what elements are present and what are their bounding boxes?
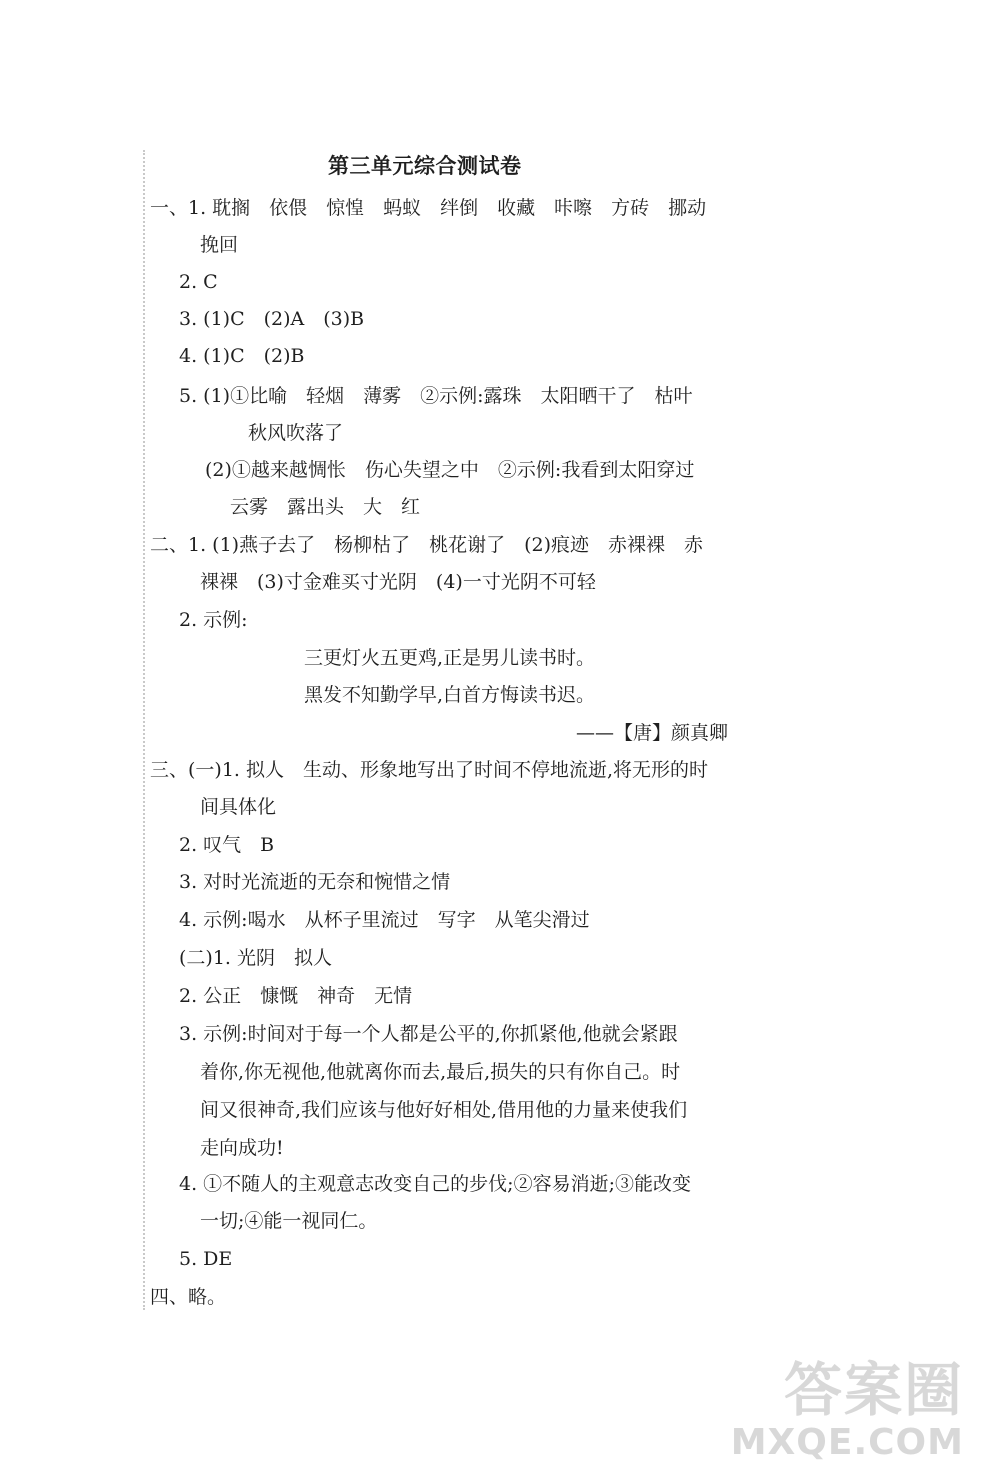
answer-line: 4. 示例:喝水 从杯子里流过 写字 从笔尖滑过 [179, 909, 590, 931]
answer-line: (2)①越来越惆怅 伤心失望之中 ②示例:我看到太阳穿过 [205, 459, 695, 481]
answer-line: 间又很神奇,我们应该与他好好相处,借用他的力量来使我们 [200, 1099, 688, 1121]
poem-line: 黑发不知勤学早,白首方悔读书迟。 [304, 684, 596, 706]
answer-line: 云雾 露出头 大 红 [230, 496, 421, 518]
margin-dotted-line [143, 150, 145, 1310]
answer-line: 3. 对时光流逝的无奈和惋惜之情 [179, 871, 451, 893]
answer-line: 3. 示例:时间对于每一个人都是公平的,你抓紧他,他就会紧跟 [179, 1023, 678, 1045]
answer-line: 裸裸 (3)寸金难买寸光阴 (4)一寸光阴不可轻 [200, 571, 596, 593]
answer-line: 挽回 [200, 234, 239, 256]
answer-line: 2. 公正 慷慨 神奇 无情 [179, 985, 413, 1007]
answer-line: 4. ①不随人的主观意志改变自己的步伐;②容易消逝;③能改变 [179, 1173, 691, 1195]
answer-line: (二)1. 光阴 拟人 [179, 947, 332, 969]
answer-line: 一切;④能一视同仁。 [200, 1210, 378, 1232]
poem-line: 三更灯火五更鸡,正是男儿读书时。 [304, 647, 596, 669]
answer-line: 4. (1)C (2)B [179, 345, 305, 367]
answer-line: 着你,你无视他,他就离你而去,最后,损失的只有你自己。时 [200, 1061, 681, 1083]
answer-line: 2. 叹气 B [179, 834, 275, 856]
page-title: 第三单元综合测试卷 [328, 153, 522, 178]
answer-line: 走向成功! [200, 1137, 284, 1159]
watermark-site-text: MXQE.COM [730, 1422, 964, 1463]
poem-author: ——【唐】颜真卿 [576, 722, 729, 744]
answer-line: 2. 示例: [179, 609, 248, 631]
answer-line: 5. DE [179, 1248, 233, 1270]
answer-line: 3. (1)C (2)A (3)B [179, 308, 365, 330]
site-watermark [664, 1343, 964, 1463]
answer-line: 间具体化 [200, 796, 277, 818]
answer-line: 三、(一)1. 拟人 生动、形象地写出了时间不停地流逝,将无形的时 [150, 759, 709, 781]
answer-line: 二、1. (1)燕子去了 杨柳枯了 桃花谢了 (2)痕迹 赤裸裸 赤 [150, 534, 703, 556]
answer-line: 秋风吹落了 [248, 422, 344, 444]
watermark-logo-text: 答案圈 [783, 1356, 964, 1424]
answer-line: 四、略。 [150, 1286, 227, 1308]
answer-line: 一、1. 耽搁 依偎 惊惶 蚂蚁 绊倒 收藏 咔嚓 方砖 挪动 [150, 197, 707, 219]
answer-line: 2. C [179, 271, 218, 293]
answer-line: 5. (1)①比喻 轻烟 薄雾 ②示例:露珠 太阳晒干了 枯叶 [179, 385, 693, 407]
